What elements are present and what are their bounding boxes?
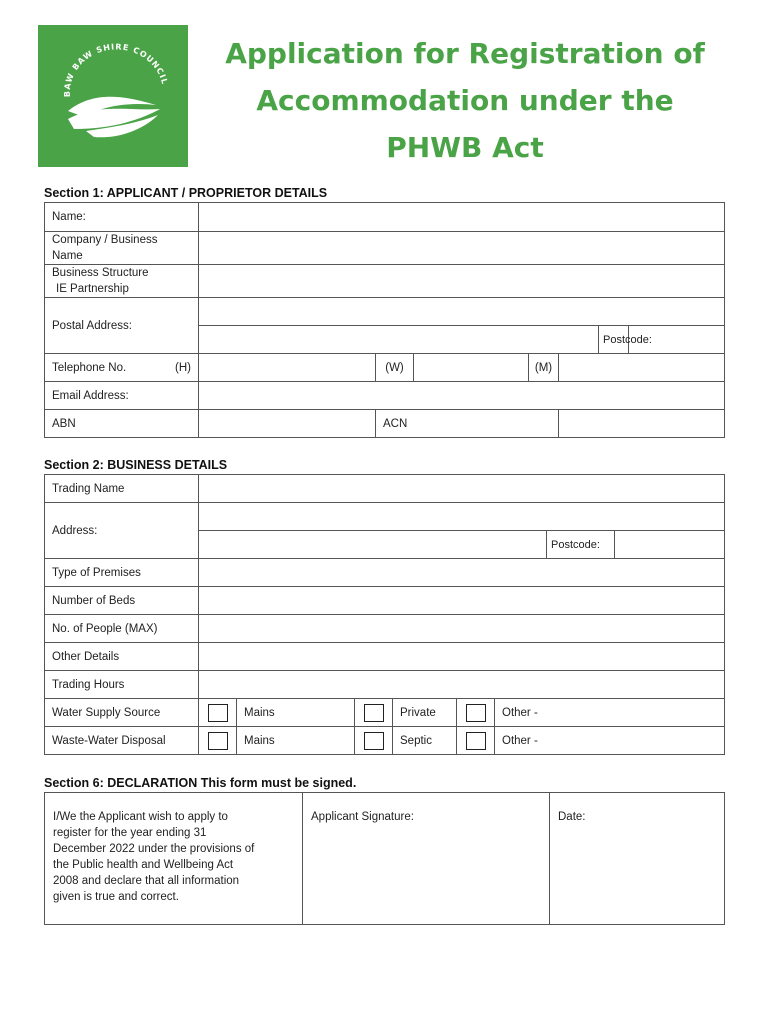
applicant-signature-field[interactable] [303, 793, 550, 925]
waste-water-label: Waste-Water Disposal [45, 727, 199, 755]
business-postcode-label: Postcode: [547, 531, 615, 559]
postal-address-label: Postal Address: [45, 298, 199, 354]
declaration-table [44, 792, 725, 925]
waste-mains-checkbox-cell [199, 727, 237, 755]
company-input[interactable] [199, 232, 725, 265]
waste-mains-label: Mains [237, 727, 355, 755]
other-details-label: Other Details [45, 643, 199, 671]
company-label: Company / Business Name [45, 232, 199, 265]
trading-name-label: Trading Name [45, 475, 199, 503]
business-structure-input[interactable] [199, 265, 725, 298]
business-address-label: Address: [45, 503, 199, 559]
type-of-premises-input[interactable] [199, 559, 725, 587]
abn-input[interactable] [199, 410, 376, 438]
waste-septic-label: Septic [393, 727, 457, 755]
telephone-work-input[interactable] [414, 354, 529, 382]
business-postcode-input[interactable] [615, 531, 725, 559]
waste-other-label[interactable]: Other - [495, 727, 725, 755]
number-of-beds-input[interactable] [199, 587, 725, 615]
other-details-input[interactable] [199, 643, 725, 671]
email-input[interactable] [199, 382, 725, 410]
max-people-label: No. of People (MAX) [45, 615, 199, 643]
water-supply-label: Water Supply Source [45, 699, 199, 727]
title-line-3: PHWB Act [386, 131, 544, 164]
business-address-input-line1[interactable] [199, 503, 725, 531]
water-private-label: Private [393, 699, 457, 727]
name-label: Name: [45, 203, 199, 232]
water-private-checkbox[interactable] [364, 704, 384, 722]
waste-septic-checkbox-cell [355, 727, 393, 755]
acn-label: ACN [376, 410, 559, 438]
telephone-label: Telephone No. (H) [45, 354, 199, 382]
business-address-input-line2[interactable] [199, 531, 547, 559]
type-of-premises-label: Type of Premises [45, 559, 199, 587]
tel-work-label: (W) [376, 354, 414, 382]
business-details-table [44, 474, 725, 755]
telephone-mobile-input[interactable] [559, 354, 725, 382]
abn-label: ABN [45, 410, 199, 438]
postal-address-input-line1[interactable] [199, 298, 725, 326]
postcode-label: Postcode: [599, 326, 629, 354]
svg-text:BAW BAW SHIRE COUNCIL [63, 42, 170, 97]
declaration-text: I/We the Applicant wish to apply to register for the year ending 31 December 2022 under the provisions of the Public health and Wellbeing Act 2008 and declare that all information given is true and correct. [45, 793, 303, 925]
section6-heading: Section 6: DECLARATION This form must be signed. [44, 776, 357, 790]
water-mains-checkbox[interactable] [208, 704, 228, 722]
title-line-1: Application for Registration of [225, 37, 705, 70]
business-structure-label: Business Structure IE Partnership [45, 265, 199, 298]
form-title [200, 30, 730, 171]
date-field[interactable] [550, 793, 725, 925]
council-logo-graphic [38, 25, 188, 167]
date-label: Date: [558, 811, 586, 823]
max-people-input[interactable] [199, 615, 725, 643]
trading-name-input[interactable] [199, 475, 725, 503]
trading-hours-label: Trading Hours [45, 671, 199, 699]
water-other-label[interactable]: Other - [495, 699, 725, 727]
section2-heading: Section 2: BUSINESS DETAILS [44, 458, 228, 472]
trading-hours-input[interactable] [199, 671, 725, 699]
waste-other-checkbox-cell [457, 727, 495, 755]
email-label: Email Address: [45, 382, 199, 410]
section1-heading: Section 1: APPLICANT / PROPRIETOR DETAILS [44, 186, 328, 200]
applicant-signature-label: Applicant Signature: [311, 811, 414, 823]
applicant-details-table [44, 202, 725, 438]
tel-mobile-label: (M) [529, 354, 559, 382]
waste-other-checkbox[interactable] [466, 732, 486, 750]
water-other-checkbox-cell [457, 699, 495, 727]
water-other-checkbox[interactable] [466, 704, 486, 722]
water-private-checkbox-cell [355, 699, 393, 727]
acn-input[interactable] [559, 410, 725, 438]
waste-septic-checkbox[interactable] [364, 732, 384, 750]
name-input[interactable] [199, 203, 725, 232]
telephone-home-input[interactable] [199, 354, 376, 382]
number-of-beds-label: Number of Beds [45, 587, 199, 615]
council-logo [38, 25, 188, 167]
title-line-2: Accommodation under the [256, 84, 674, 117]
logo-text: BAW BAW SHIRE COUNCIL [62, 42, 170, 98]
postal-address-input-line2[interactable] [199, 326, 599, 354]
water-mains-checkbox-cell [199, 699, 237, 727]
waste-mains-checkbox[interactable] [208, 732, 228, 750]
water-mains-label: Mains [237, 699, 355, 727]
